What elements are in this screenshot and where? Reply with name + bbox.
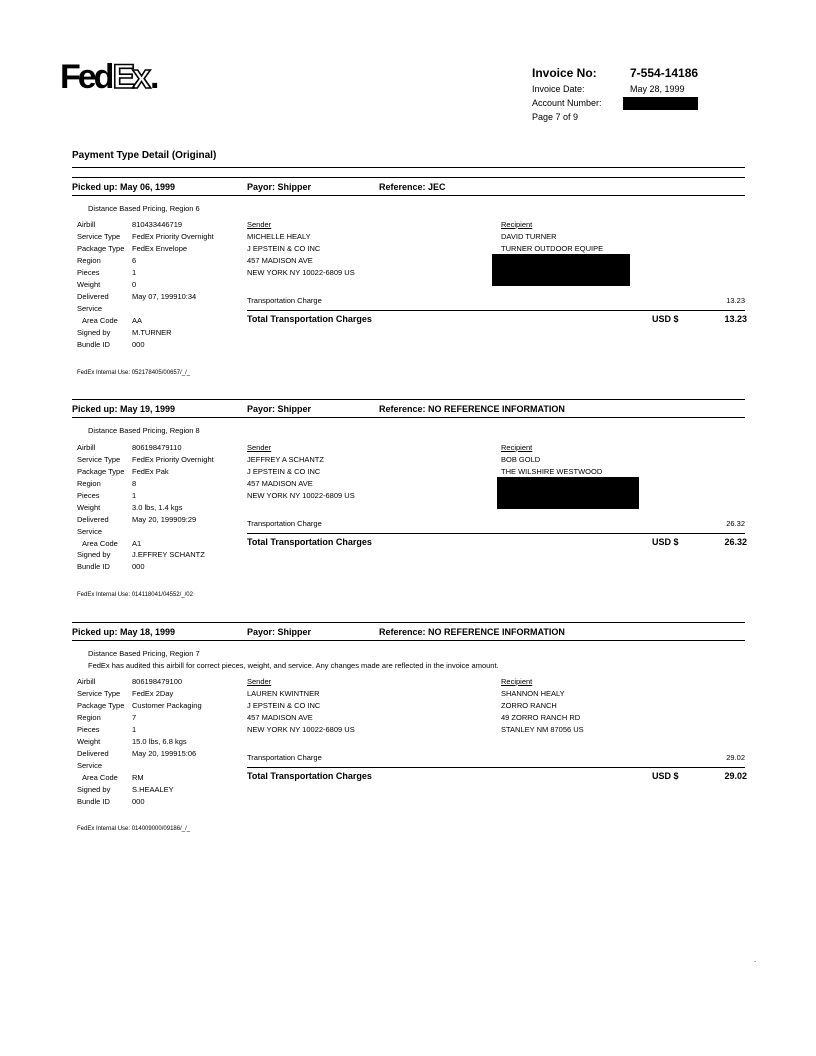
sender-line: NEW YORK NY 10022-6809 US [247, 725, 355, 734]
shipment-header [72, 182, 745, 195]
delivered-value: May 20, 199909:29 [132, 515, 197, 524]
bundle-id-label: Bundle ID [77, 797, 110, 806]
currency-label: USD $ [652, 314, 679, 324]
sender-line: 457 MADISON AVE [247, 256, 313, 265]
pricing-note: Distance Based Pricing, Region 6 [88, 204, 200, 213]
picked-up-date: Picked up: May 06, 1999 [72, 182, 176, 192]
internal-use: FedEx Internal Use: 014118041/04552/_/02 [77, 592, 193, 598]
service-type-label: Service Type [77, 455, 121, 464]
recipient-line: 49 ZORRO RANCH RD [501, 713, 581, 722]
weight-label: Weight [77, 503, 101, 512]
signed-by-value: M.TURNER [132, 328, 172, 337]
total-charges-label: Total Transportation Charges [247, 314, 372, 324]
service-type-value: FedEx 2Day [132, 689, 174, 698]
account-number-redaction [623, 97, 698, 110]
airbill-label: Airbill [77, 220, 96, 229]
sender-label: Sender [247, 220, 272, 229]
pieces-value: 1 [132, 725, 137, 734]
invoice-no-value: 7-554-14186 [630, 66, 699, 80]
payor: Payor: Shipper [247, 404, 312, 414]
recipient-line: DAVID TURNER [501, 232, 557, 241]
package-type-label: Package Type [77, 467, 125, 476]
shipment-header-rule [72, 640, 745, 641]
service-label: Service [77, 527, 103, 536]
transport-charge-value: 26.32 [726, 519, 745, 528]
service-type-label: Service Type [77, 232, 121, 241]
sender-line: 457 MADISON AVE [247, 479, 313, 488]
reference: Reference: JEC [379, 182, 446, 192]
section-title: Payment Type Detail (Original) [72, 150, 217, 161]
transport-charge-label: Transportation Charge [247, 296, 322, 305]
region-label: Region [77, 713, 101, 722]
total-charges-label: Total Transportation Charges [247, 771, 372, 781]
recipient-label: Recipient [501, 443, 533, 452]
pieces-label: Pieces [77, 725, 100, 734]
delivered-value: May 20, 199915:06 [132, 749, 197, 758]
airbill-value: 810433446719 [132, 220, 183, 229]
package-type-value: Customer Packaging [132, 701, 202, 710]
total-charges-value: 29.02 [724, 771, 747, 781]
picked-up-date: Picked up: May 19, 1999 [72, 404, 176, 414]
signed-by-value: S.HEAALEY [132, 785, 174, 794]
airbill-label: Airbill [77, 677, 96, 686]
area-code-label: Area Code [82, 316, 118, 325]
account-number-label: Account Number: [532, 98, 602, 108]
package-type-value: FedEx Envelope [132, 244, 188, 253]
pricing-note: Distance Based Pricing, Region 7 [88, 649, 200, 658]
total-charges-value: 13.23 [724, 314, 747, 324]
package-type-label: Package Type [77, 701, 125, 710]
pieces-value: 1 [132, 268, 137, 277]
weight-value: 3.0 lbs, 1.4 kgs [132, 503, 183, 512]
internal-use: FedEx Internal Use: 052178405/00657/_/_ [77, 370, 191, 376]
logo-ex: Ex [112, 58, 149, 96]
pieces-label: Pieces [77, 268, 100, 277]
payor: Payor: Shipper [247, 627, 312, 637]
pricing-note: Distance Based Pricing, Region 8 [88, 426, 200, 435]
sender-label: Sender [247, 443, 272, 452]
page-indicator: Page 7 of 9 [532, 112, 579, 122]
service-type-value: FedEx Priority Overnight [132, 232, 214, 241]
airbill-label: Airbill [77, 443, 96, 452]
area-code-label: Area Code [82, 773, 118, 782]
bundle-id-value: 000 [132, 797, 145, 806]
shipment-top-rule [72, 622, 745, 623]
delivered-label: Delivered [77, 515, 109, 524]
shipment-1 [72, 182, 745, 382]
signed-by-label: Signed by [77, 550, 111, 559]
bundle-id-label: Bundle ID [77, 562, 110, 571]
invoice-no-label: Invoice No: [532, 66, 597, 80]
sender-line: NEW YORK NY 10022-6809 US [247, 268, 355, 277]
section-title-rule [72, 167, 745, 168]
pieces-value: 1 [132, 491, 137, 500]
total-charges-value: 26.32 [724, 537, 747, 547]
delivered-label: Delivered [77, 292, 109, 301]
sender-line: J EPSTEIN & CO INC [247, 244, 321, 253]
area-code-value: AA [132, 316, 143, 325]
recipient-label: Recipient [501, 220, 533, 229]
recipient-line: SHANNON HEALY [501, 689, 565, 698]
sender-line: J EPSTEIN & CO INC [247, 467, 321, 476]
area-code-value: RM [132, 773, 144, 782]
sender-line: JEFFREY A SCHANTZ [247, 455, 324, 464]
logo-fed: Fed [60, 58, 112, 96]
recipient-address-redaction [492, 254, 630, 286]
sender-line: 457 MADISON AVE [247, 713, 313, 722]
bundle-id-label: Bundle ID [77, 340, 110, 349]
recipient-label: Recipient [501, 677, 533, 686]
charge-rule [247, 767, 745, 768]
internal-use: FedEx Internal Use: 014009000/09186/_/_ [77, 826, 191, 832]
total-charges-label: Total Transportation Charges [247, 537, 372, 547]
region-value: 6 [132, 256, 137, 265]
reference: Reference: NO REFERENCE INFORMATION [379, 627, 565, 637]
currency-label: USD $ [652, 537, 679, 547]
region-value: 8 [132, 479, 137, 488]
transport-charge-value: 29.02 [726, 753, 745, 762]
recipient-line: STANLEY NM 87056 US [501, 725, 584, 734]
signed-by-label: Signed by [77, 328, 111, 337]
pieces-label: Pieces [77, 491, 100, 500]
shipment-header [72, 627, 745, 640]
invoice-date-value: May 28, 1999 [630, 84, 685, 94]
airbill-value: 806198479100 [132, 677, 183, 686]
reference: Reference: NO REFERENCE INFORMATION [379, 404, 565, 414]
area-code-label: Area Code [82, 539, 118, 548]
recipient-line: TURNER OUTDOOR EQUIPE [501, 244, 604, 253]
charge-rule [247, 533, 745, 534]
payor: Payor: Shipper [247, 182, 312, 192]
sender-line: NEW YORK NY 10022-6809 US [247, 491, 355, 500]
shipment-3 [72, 627, 745, 842]
sender-line: MICHELLE HEALY [247, 232, 311, 241]
service-label: Service [77, 761, 103, 770]
charge-rule [247, 310, 745, 311]
shipment-header-rule [72, 195, 745, 196]
transport-charge-label: Transportation Charge [247, 519, 322, 528]
transport-charge-value: 13.23 [726, 296, 745, 305]
region-label: Region [77, 479, 101, 488]
signed-by-label: Signed by [77, 785, 111, 794]
delivered-value: May 07, 199910:34 [132, 292, 197, 301]
package-type-label: Package Type [77, 244, 125, 253]
delivered-label: Delivered [77, 749, 109, 758]
package-type-value: FedEx Pak [132, 467, 169, 476]
service-type-value: FedEx Priority Overnight [132, 455, 214, 464]
sender-line: J EPSTEIN & CO INC [247, 701, 321, 710]
service-label: Service [77, 304, 103, 313]
shipment-top-rule [72, 177, 745, 178]
logo-dot: . [150, 58, 160, 96]
weight-value: 15.0 lbs, 6.8 kgs [132, 737, 187, 746]
bundle-id-value: 000 [132, 340, 145, 349]
sender-label: Sender [247, 677, 272, 686]
bundle-id-value: 000 [132, 562, 145, 571]
signed-by-value: J.EFFREY SCHANTZ [132, 550, 205, 559]
recipient-line: ZORRO RANCH [501, 701, 557, 710]
currency-label: USD $ [652, 771, 679, 781]
fedex-logo [60, 60, 160, 94]
sender-line: LAUREN KWINTNER [247, 689, 320, 698]
recipient-address-redaction [497, 477, 639, 509]
weight-label: Weight [77, 737, 101, 746]
recipient-line: THE WILSHIRE WESTWOOD [501, 467, 603, 476]
shipment-2 [72, 404, 745, 604]
weight-label: Weight [77, 280, 101, 289]
region-label: Region [77, 256, 101, 265]
audit-note: FedEx has audited this airbill for correct pieces, weight, and service. Any changes made are reflected in the invoice amount. [88, 661, 499, 670]
weight-value: 0 [132, 280, 137, 289]
region-value: 7 [132, 713, 137, 722]
recipient-line: BOB GOLD [501, 455, 541, 464]
stray-mark: . [754, 955, 757, 964]
shipment-top-rule [72, 399, 745, 400]
transport-charge-label: Transportation Charge [247, 753, 322, 762]
invoice-date-label: Invoice Date: [532, 84, 585, 94]
shipment-header-rule [72, 417, 745, 418]
service-type-label: Service Type [77, 689, 121, 698]
picked-up-date: Picked up: May 18, 1999 [72, 627, 176, 637]
airbill-value: 806198479110 [132, 443, 182, 452]
area-code-value: A1 [132, 539, 142, 548]
shipment-header [72, 404, 745, 417]
